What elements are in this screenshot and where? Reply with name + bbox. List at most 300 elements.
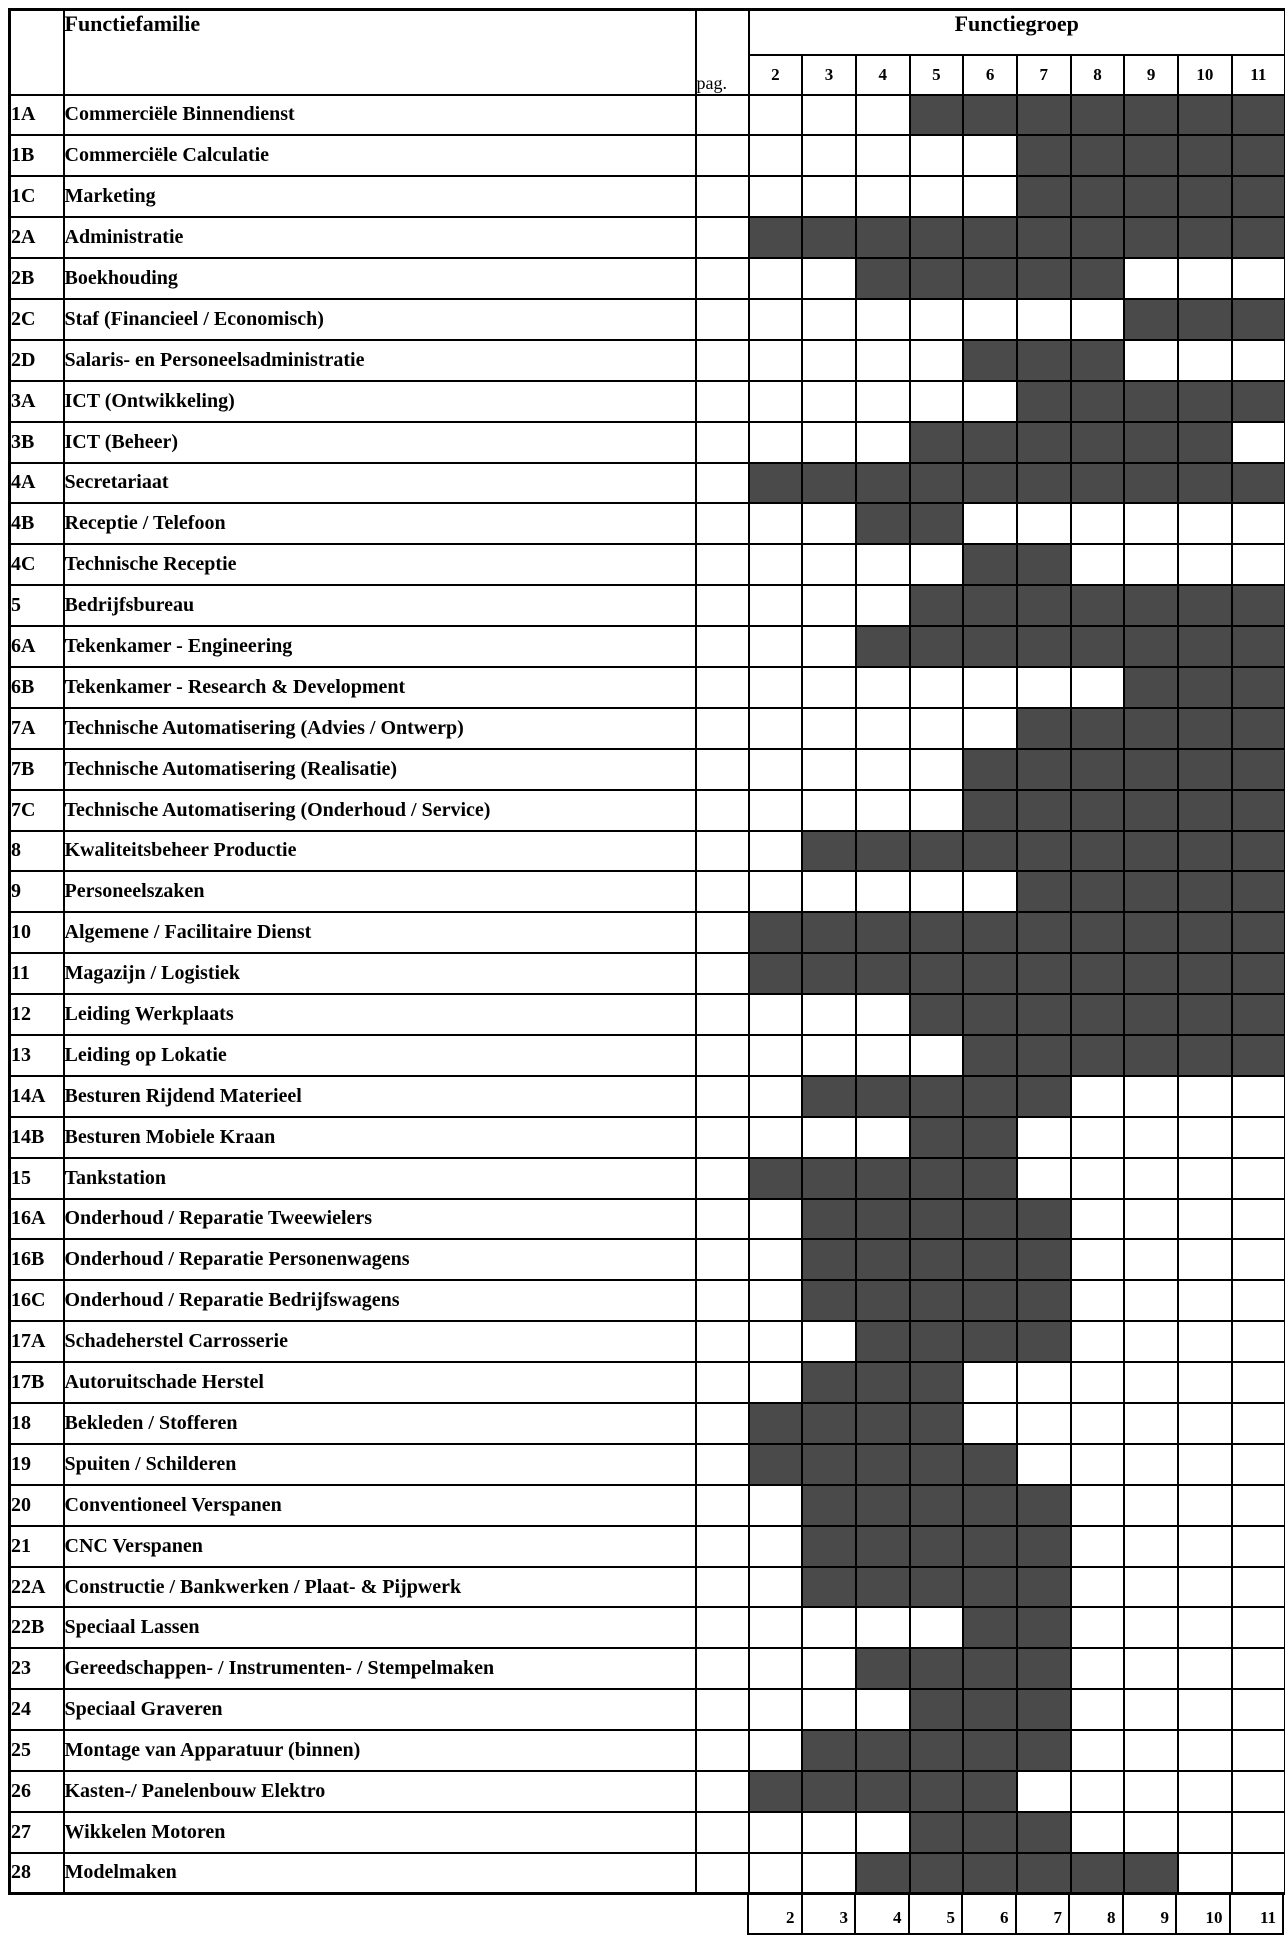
- matrix-cell-shaded: [1178, 626, 1232, 667]
- row-code: 22A: [10, 1567, 64, 1608]
- functiefamilie-header: Functiefamilie: [64, 10, 696, 95]
- row-code: 1C: [10, 176, 64, 217]
- matrix-cell-empty: [910, 1607, 964, 1648]
- matrix-cell-shaded: [963, 340, 1017, 381]
- table-row: [10, 176, 1285, 217]
- matrix-cell-shaded: [1124, 953, 1178, 994]
- row-code: 7B: [10, 749, 64, 790]
- matrix-cell-empty: [749, 299, 803, 340]
- matrix-cell-empty: [1124, 1076, 1178, 1117]
- matrix-cell-empty: [1178, 1076, 1232, 1117]
- matrix-cell-shaded: [963, 1812, 1017, 1853]
- matrix-cell-shaded: [963, 1199, 1017, 1240]
- matrix-cell-shaded: [1124, 299, 1178, 340]
- matrix-cell-shaded: [856, 1853, 910, 1894]
- matrix-cell-empty: [802, 790, 856, 831]
- matrix-cell-shaded: [1124, 381, 1178, 422]
- matrix-cell-shaded: [856, 1321, 910, 1362]
- row-label: Modelmaken: [64, 1853, 696, 1894]
- matrix-cell-shaded: [1017, 95, 1071, 136]
- table-row: [10, 1526, 1285, 1567]
- matrix-cell-shaded: [910, 585, 964, 626]
- matrix-cell-empty: [1124, 1730, 1178, 1771]
- matrix-cell-empty: [1178, 1771, 1232, 1812]
- matrix-cell-shaded: [856, 1444, 910, 1485]
- row-code: 17B: [10, 1362, 64, 1403]
- function-matrix-table: [8, 8, 1285, 1895]
- row-label: Salaris- en Personeelsadministratie: [64, 340, 696, 381]
- matrix-cell-empty: [1071, 1771, 1125, 1812]
- matrix-cell-empty: [1124, 1607, 1178, 1648]
- matrix-cell-empty: [856, 340, 910, 381]
- matrix-cell-empty: [749, 1076, 803, 1117]
- matrix-cell-empty: [1017, 1117, 1071, 1158]
- pag-cell: [696, 708, 749, 749]
- matrix-cell-shaded: [1017, 381, 1071, 422]
- matrix-cell-empty: [802, 95, 856, 136]
- table-row: [10, 1239, 1285, 1280]
- matrix-cell-empty: [1071, 1607, 1125, 1648]
- matrix-cell-shaded: [1178, 912, 1232, 953]
- table-row: [10, 708, 1285, 749]
- matrix-cell-empty: [1124, 1526, 1178, 1567]
- matrix-cell-shaded: [749, 953, 803, 994]
- matrix-cell-empty: [1124, 1239, 1178, 1280]
- table-row: [10, 1035, 1285, 1076]
- matrix-cell-shaded: [1232, 176, 1285, 217]
- row-label: Wikkelen Motoren: [64, 1812, 696, 1853]
- pag-cell: [696, 1648, 749, 1689]
- matrix-cell-shaded: [1071, 422, 1125, 463]
- matrix-cell-empty: [1071, 1280, 1125, 1321]
- matrix-cell-empty: [802, 1689, 856, 1730]
- matrix-cell-shaded: [963, 1280, 1017, 1321]
- matrix-cell-empty: [749, 1526, 803, 1567]
- matrix-cell-shaded: [1071, 217, 1125, 258]
- pag-cell: [696, 340, 749, 381]
- row-label: Spuiten / Schilderen: [64, 1444, 696, 1485]
- matrix-cell-empty: [1232, 1526, 1285, 1567]
- matrix-cell-shaded: [1232, 667, 1285, 708]
- row-label: Commerciële Binnendienst: [64, 95, 696, 136]
- matrix-cell-shaded: [749, 463, 803, 504]
- matrix-cell-empty: [1232, 1403, 1285, 1444]
- matrix-cell-shaded: [963, 1444, 1017, 1485]
- matrix-cell-shaded: [1017, 912, 1071, 953]
- matrix-cell-empty: [1232, 1853, 1285, 1894]
- row-label: Gereedschappen- / Instrumenten- / Stempelmaken: [64, 1648, 696, 1689]
- matrix-cell-shaded: [1071, 708, 1125, 749]
- matrix-cell-empty: [1124, 1280, 1178, 1321]
- matrix-cell-empty: [1071, 1158, 1125, 1199]
- table-row: [10, 299, 1285, 340]
- pag-cell: [696, 1444, 749, 1485]
- matrix-cell-empty: [1017, 503, 1071, 544]
- matrix-cell-shaded: [1124, 463, 1178, 504]
- row-code: 2C: [10, 299, 64, 340]
- matrix-cell-shaded: [963, 1730, 1017, 1771]
- table-row: [10, 912, 1285, 953]
- matrix-cell-empty: [1071, 1689, 1125, 1730]
- matrix-cell-empty: [963, 503, 1017, 544]
- matrix-cell-shaded: [963, 1607, 1017, 1648]
- matrix-cell-shaded: [802, 1362, 856, 1403]
- table-row: [10, 340, 1285, 381]
- matrix-cell-shaded: [910, 953, 964, 994]
- matrix-cell-shaded: [856, 1158, 910, 1199]
- pag-cell: [696, 258, 749, 299]
- matrix-cell-shaded: [1071, 340, 1125, 381]
- matrix-cell-empty: [1232, 1158, 1285, 1199]
- row-label: Leiding Werkplaats: [64, 994, 696, 1035]
- matrix-cell-empty: [856, 1689, 910, 1730]
- matrix-cell-shaded: [1017, 1567, 1071, 1608]
- matrix-cell-empty: [749, 1730, 803, 1771]
- matrix-cell-empty: [749, 1853, 803, 1894]
- matrix-cell-shaded: [1178, 135, 1232, 176]
- footer-group-number: 5: [910, 1895, 964, 1935]
- pag-cell: [696, 585, 749, 626]
- row-label: Commerciële Calculatie: [64, 135, 696, 176]
- matrix-cell-shaded: [910, 1280, 964, 1321]
- matrix-cell-shaded: [1017, 176, 1071, 217]
- matrix-cell-empty: [749, 1689, 803, 1730]
- matrix-cell-empty: [1178, 1403, 1232, 1444]
- matrix-cell-empty: [1178, 1321, 1232, 1362]
- table-row: [10, 1199, 1285, 1240]
- matrix-cell-empty: [749, 1485, 803, 1526]
- matrix-cell-shaded: [802, 831, 856, 872]
- matrix-cell-shaded: [1178, 217, 1232, 258]
- matrix-cell-shaded: [963, 1689, 1017, 1730]
- matrix-cell-shaded: [1017, 463, 1071, 504]
- footer-group-number: 9: [1124, 1895, 1178, 1935]
- matrix-cell-shaded: [856, 1076, 910, 1117]
- matrix-cell-empty: [1124, 1771, 1178, 1812]
- matrix-cell-empty: [1178, 340, 1232, 381]
- matrix-cell-shaded: [1124, 422, 1178, 463]
- matrix-cell-empty: [1232, 340, 1285, 381]
- table-row: [10, 1485, 1285, 1526]
- row-label: Technische Receptie: [64, 544, 696, 585]
- row-label: Leiding op Lokatie: [64, 1035, 696, 1076]
- group-column-header: 11: [1232, 55, 1285, 95]
- matrix-cell-empty: [1232, 1117, 1285, 1158]
- table-row: [10, 1280, 1285, 1321]
- pag-cell: [696, 912, 749, 953]
- matrix-cell-empty: [856, 1035, 910, 1076]
- matrix-cell-shaded: [1071, 381, 1125, 422]
- matrix-cell-shaded: [963, 912, 1017, 953]
- matrix-cell-shaded: [1071, 1853, 1125, 1894]
- matrix-cell-empty: [1232, 1730, 1285, 1771]
- row-label: Speciaal Lassen: [64, 1607, 696, 1648]
- row-label: Bekleden / Stofferen: [64, 1403, 696, 1444]
- matrix-cell-shaded: [1232, 135, 1285, 176]
- matrix-cell-shaded: [856, 1362, 910, 1403]
- matrix-cell-shaded: [802, 953, 856, 994]
- matrix-cell-empty: [963, 1362, 1017, 1403]
- matrix-cell-shaded: [802, 1158, 856, 1199]
- matrix-cell-empty: [1178, 1730, 1232, 1771]
- matrix-cell-empty: [802, 544, 856, 585]
- matrix-cell-empty: [802, 258, 856, 299]
- matrix-cell-shaded: [910, 1403, 964, 1444]
- pag-cell: [696, 667, 749, 708]
- table-row: [10, 1648, 1285, 1689]
- matrix-cell-shaded: [1178, 422, 1232, 463]
- matrix-cell-empty: [749, 544, 803, 585]
- matrix-cell-empty: [1124, 1444, 1178, 1485]
- matrix-cell-empty: [1071, 1199, 1125, 1240]
- matrix-cell-shaded: [910, 1444, 964, 1485]
- matrix-cell-empty: [802, 994, 856, 1035]
- footer-group-number: 3: [803, 1895, 857, 1935]
- matrix-cell-shaded: [749, 217, 803, 258]
- header-row-top: [10, 10, 1285, 55]
- row-code: 10: [10, 912, 64, 953]
- row-code: 19: [10, 1444, 64, 1485]
- row-label: Staf (Financieel / Economisch): [64, 299, 696, 340]
- matrix-cell-shaded: [1017, 1607, 1071, 1648]
- matrix-cell-shaded: [1232, 912, 1285, 953]
- row-code: 2B: [10, 258, 64, 299]
- table-row: [10, 544, 1285, 585]
- matrix-cell-shaded: [910, 95, 964, 136]
- row-code: 23: [10, 1648, 64, 1689]
- row-label: Autoruitschade Herstel: [64, 1362, 696, 1403]
- matrix-cell-shaded: [1232, 871, 1285, 912]
- matrix-cell-empty: [856, 1812, 910, 1853]
- table-row: [10, 667, 1285, 708]
- matrix-cell-shaded: [802, 1444, 856, 1485]
- matrix-cell-empty: [802, 1321, 856, 1362]
- matrix-cell-empty: [1232, 1362, 1285, 1403]
- matrix-cell-empty: [802, 1035, 856, 1076]
- row-label: Secretariaat: [64, 463, 696, 504]
- row-code: 3A: [10, 381, 64, 422]
- matrix-cell-shaded: [963, 831, 1017, 872]
- row-label: CNC Verspanen: [64, 1526, 696, 1567]
- pag-cell: [696, 1280, 749, 1321]
- matrix-cell-shaded: [1124, 585, 1178, 626]
- matrix-cell-shaded: [910, 1158, 964, 1199]
- matrix-cell-shaded: [802, 1771, 856, 1812]
- matrix-cell-shaded: [963, 1648, 1017, 1689]
- matrix-cell-empty: [910, 667, 964, 708]
- group-column-header: 3: [802, 55, 856, 95]
- pag-cell: [696, 790, 749, 831]
- matrix-cell-empty: [1124, 1812, 1178, 1853]
- matrix-cell-shaded: [1178, 994, 1232, 1035]
- matrix-cell-empty: [856, 994, 910, 1035]
- matrix-cell-shaded: [1124, 831, 1178, 872]
- matrix-cell-empty: [1017, 1362, 1071, 1403]
- matrix-cell-shaded: [1017, 1239, 1071, 1280]
- matrix-cell-shaded: [749, 912, 803, 953]
- matrix-cell-empty: [1178, 1812, 1232, 1853]
- matrix-cell-shaded: [1017, 749, 1071, 790]
- row-label: Onderhoud / Reparatie Bedrijfswagens: [64, 1280, 696, 1321]
- matrix-cell-shaded: [1124, 749, 1178, 790]
- matrix-cell-shaded: [910, 1239, 964, 1280]
- matrix-cell-empty: [1124, 1117, 1178, 1158]
- matrix-cell-empty: [963, 667, 1017, 708]
- pag-cell: [696, 871, 749, 912]
- matrix-cell-shaded: [1071, 790, 1125, 831]
- row-label: Bedrijfsbureau: [64, 585, 696, 626]
- matrix-cell-empty: [749, 1321, 803, 1362]
- matrix-cell-shaded: [1017, 340, 1071, 381]
- footer-group-number: 8: [1070, 1895, 1124, 1935]
- matrix-cell-shaded: [963, 1485, 1017, 1526]
- matrix-cell-shaded: [963, 749, 1017, 790]
- matrix-cell-shaded: [1232, 994, 1285, 1035]
- matrix-cell-shaded: [1017, 1199, 1071, 1240]
- matrix-cell-shaded: [910, 1567, 964, 1608]
- row-code: 28: [10, 1853, 64, 1894]
- group-column-header: 10: [1178, 55, 1232, 95]
- matrix-cell-shaded: [1178, 708, 1232, 749]
- matrix-cell-shaded: [1232, 463, 1285, 504]
- row-code: 15: [10, 1158, 64, 1199]
- matrix-cell-shaded: [1071, 258, 1125, 299]
- row-code: 11: [10, 953, 64, 994]
- matrix-cell-shaded: [856, 626, 910, 667]
- matrix-cell-shaded: [1232, 217, 1285, 258]
- matrix-cell-empty: [1232, 1076, 1285, 1117]
- matrix-cell-empty: [856, 1607, 910, 1648]
- matrix-cell-empty: [1017, 1403, 1071, 1444]
- row-label: Besturen Mobiele Kraan: [64, 1117, 696, 1158]
- matrix-cell-empty: [1071, 1239, 1125, 1280]
- matrix-cell-shaded: [802, 1485, 856, 1526]
- matrix-cell-empty: [1178, 1526, 1232, 1567]
- matrix-cell-shaded: [1071, 135, 1125, 176]
- matrix-cell-empty: [802, 1648, 856, 1689]
- matrix-cell-empty: [1124, 1158, 1178, 1199]
- matrix-cell-empty: [1178, 258, 1232, 299]
- matrix-cell-empty: [802, 626, 856, 667]
- row-code: 20: [10, 1485, 64, 1526]
- footer-group-number: 2: [749, 1895, 803, 1935]
- row-code: 14A: [10, 1076, 64, 1117]
- group-column-header: 7: [1017, 55, 1071, 95]
- row-code: 24: [10, 1689, 64, 1730]
- matrix-cell-shaded: [963, 544, 1017, 585]
- table-row: [10, 953, 1285, 994]
- row-code: 7A: [10, 708, 64, 749]
- row-code: 21: [10, 1526, 64, 1567]
- table-row: [10, 1158, 1285, 1199]
- matrix-cell-empty: [1232, 503, 1285, 544]
- matrix-cell-shaded: [1232, 708, 1285, 749]
- pag-cell: [696, 1689, 749, 1730]
- matrix-cell-shaded: [1071, 176, 1125, 217]
- matrix-cell-empty: [1178, 503, 1232, 544]
- matrix-cell-empty: [1178, 1853, 1232, 1894]
- matrix-cell-empty: [856, 299, 910, 340]
- matrix-cell-shaded: [1232, 749, 1285, 790]
- matrix-cell-empty: [1071, 1648, 1125, 1689]
- matrix-cell-empty: [1178, 1117, 1232, 1158]
- row-code: 27: [10, 1812, 64, 1853]
- matrix-cell-shaded: [1232, 626, 1285, 667]
- table-row: [10, 585, 1285, 626]
- matrix-cell-shaded: [963, 626, 1017, 667]
- matrix-cell-shaded: [856, 1239, 910, 1280]
- matrix-cell-shaded: [1232, 790, 1285, 831]
- matrix-cell-empty: [963, 381, 1017, 422]
- matrix-cell-shaded: [1232, 381, 1285, 422]
- pag-cell: [696, 381, 749, 422]
- function-matrix: [8, 8, 1285, 1935]
- row-code: 16A: [10, 1199, 64, 1240]
- table-row: [10, 1689, 1285, 1730]
- matrix-cell-shaded: [963, 790, 1017, 831]
- pag-cell: [696, 135, 749, 176]
- matrix-cell-shaded: [910, 831, 964, 872]
- table-row: [10, 831, 1285, 872]
- row-label: Tekenkamer - Engineering: [64, 626, 696, 667]
- matrix-cell-empty: [749, 667, 803, 708]
- row-label: Technische Automatisering (Advies / Ontwerp): [64, 708, 696, 749]
- table-row: [10, 1444, 1285, 1485]
- matrix-cell-shaded: [1124, 95, 1178, 136]
- matrix-cell-shaded: [1232, 585, 1285, 626]
- matrix-cell-empty: [749, 1280, 803, 1321]
- matrix-cell-empty: [910, 871, 964, 912]
- matrix-cell-shaded: [963, 1239, 1017, 1280]
- matrix-cell-shaded: [963, 585, 1017, 626]
- row-code: 17A: [10, 1321, 64, 1362]
- matrix-cell-shaded: [963, 1035, 1017, 1076]
- matrix-cell-empty: [1232, 1771, 1285, 1812]
- row-code: 2D: [10, 340, 64, 381]
- row-label: Tankstation: [64, 1158, 696, 1199]
- matrix-cell-shaded: [856, 1730, 910, 1771]
- matrix-cell-empty: [856, 871, 910, 912]
- table-row: [10, 1730, 1285, 1771]
- row-code: 18: [10, 1403, 64, 1444]
- matrix-cell-shaded: [749, 1444, 803, 1485]
- matrix-cell-shaded: [856, 1648, 910, 1689]
- matrix-cell-shaded: [1017, 994, 1071, 1035]
- matrix-cell-shaded: [910, 1485, 964, 1526]
- code-column-header: [10, 10, 64, 95]
- matrix-cell-empty: [1232, 544, 1285, 585]
- matrix-cell-empty: [1071, 1076, 1125, 1117]
- matrix-cell-shaded: [910, 422, 964, 463]
- matrix-cell-empty: [1232, 1239, 1285, 1280]
- matrix-cell-shaded: [910, 1117, 964, 1158]
- pag-cell: [696, 503, 749, 544]
- matrix-cell-shaded: [1017, 217, 1071, 258]
- matrix-cell-empty: [1124, 1403, 1178, 1444]
- matrix-cell-empty: [856, 381, 910, 422]
- matrix-cell-shaded: [963, 422, 1017, 463]
- matrix-cell-empty: [1071, 1567, 1125, 1608]
- matrix-cell-empty: [1124, 1321, 1178, 1362]
- matrix-cell-shaded: [1124, 912, 1178, 953]
- matrix-cell-empty: [749, 1362, 803, 1403]
- matrix-cell-empty: [856, 708, 910, 749]
- pag-cell: [696, 1812, 749, 1853]
- matrix-cell-empty: [1071, 1812, 1125, 1853]
- pag-cell: [696, 95, 749, 136]
- matrix-cell-empty: [1071, 1362, 1125, 1403]
- row-label: Onderhoud / Reparatie Tweewielers: [64, 1199, 696, 1240]
